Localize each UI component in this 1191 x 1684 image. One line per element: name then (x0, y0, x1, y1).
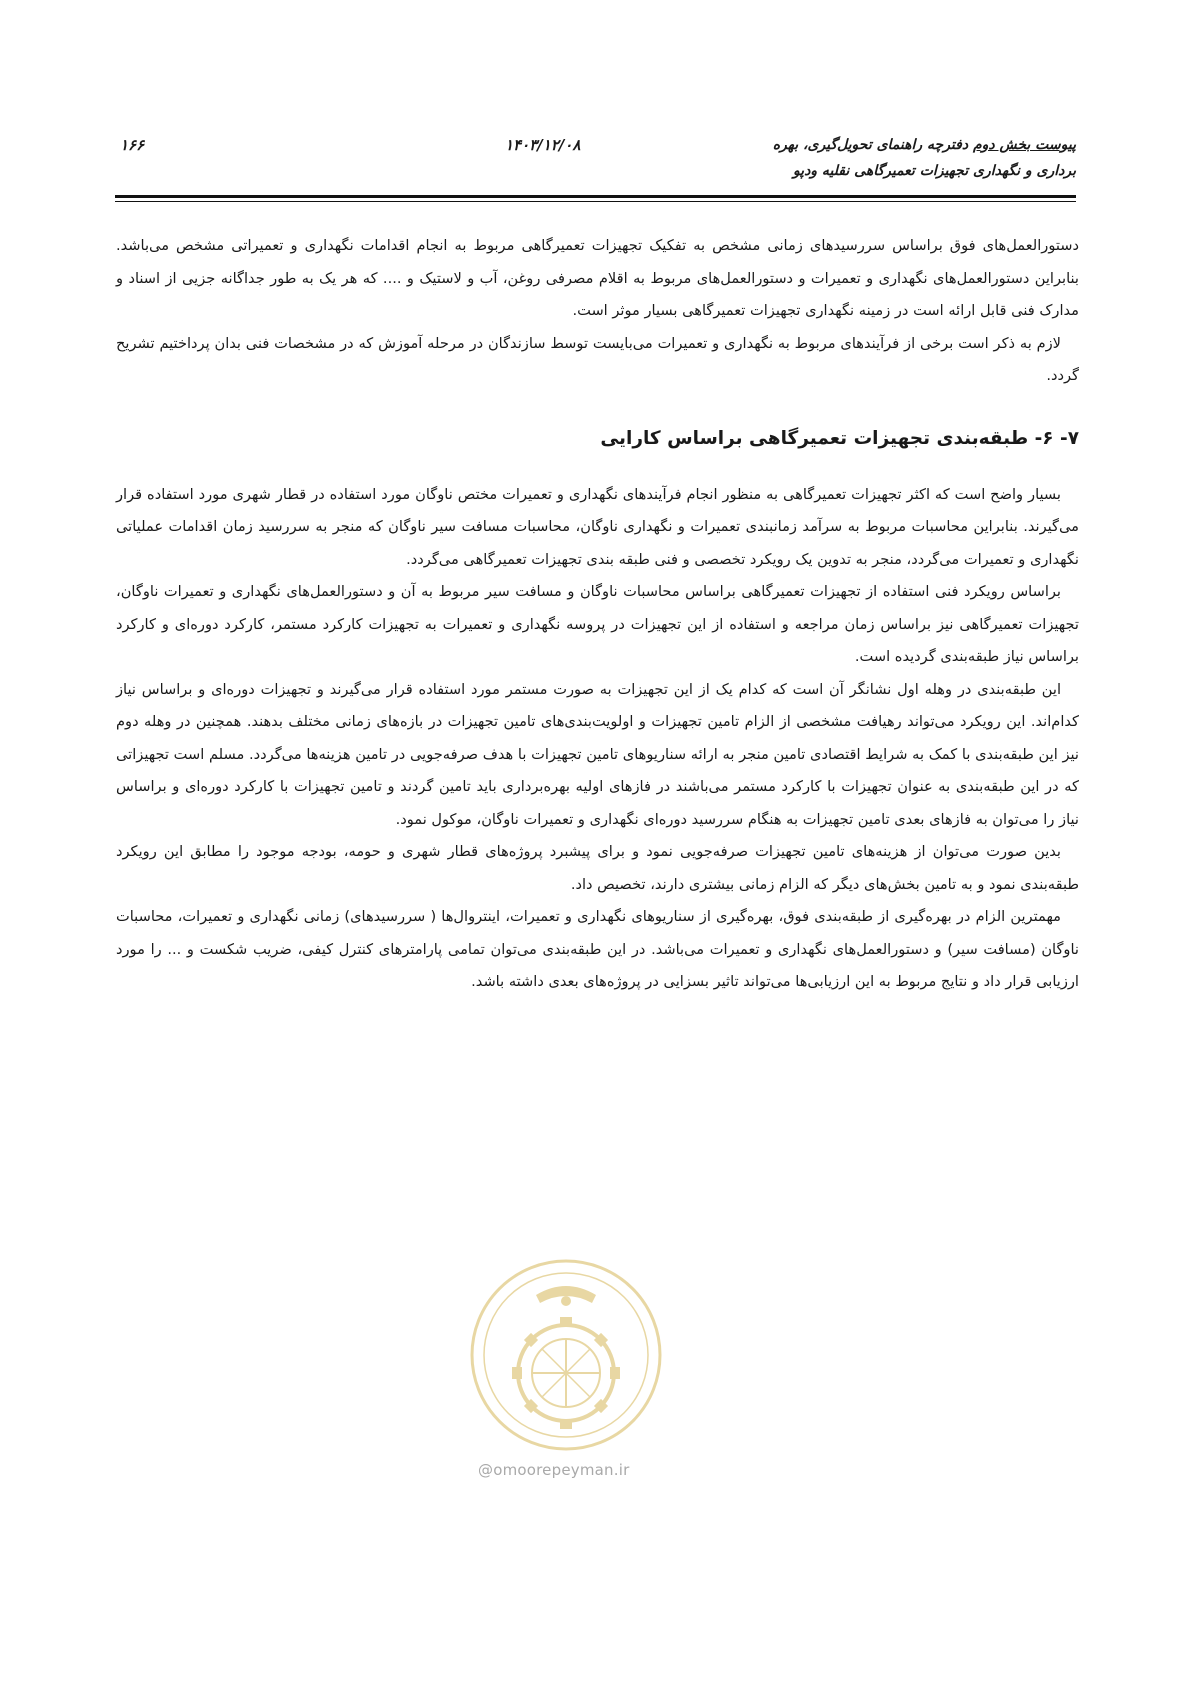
paragraph: دستورالعمل‌های فوق براساس سررسیدهای زمانی مشخص به تفکیک تجهیزات تعمیرگاهی مربوط به انجام اقدامات نگهداری و تعمیراتی مشخص می‌باشد. بنابراین دستورالعمل‌های نگهداری و تعمیرات و دستورالعمل‌های مربوط به اقلام مصرفی روغن، آب و لاستیک و .... که هر یک به طور جداگانه جزیی از اسناد و مدارک فنی قابل ارائه است در زمینه نگهداری تجهیزات تعمیرگاهی بسیار موثر است. (116, 237, 1079, 319)
page-header (120, 132, 1076, 188)
header-title-line2: برداری و نگهداری تجهیزات تعمیرگاهی نقلیه ودپو (792, 163, 1076, 179)
header-rule-thick (115, 195, 1076, 198)
paragraph: مهمترین الزام در بهره‌گیری از طبقه‌بندی فوق، بهره‌گیری از سناریوهای نگهداری و تعمیرات، اینتروال‌ها ( سررسیدهای) زمانی نگهداری و تعمیرات، محاسبات ناوگان (مسافت سیر) و دستورالعمل‌های نگهداری و تعمیرات می‌باشد. در این طبقه‌بندی می‌توان تمامی پارامترهای کنترل کیفی، ضریب شکست و ... را مورد ارزیابی قرار داد و نتایج مربوط به این ارزیابی‌ها می‌تواند تاثیر بسزایی در پروژه‌های بعدی داشته باشد. (116, 908, 1079, 990)
watermark-url: @omoorepeyman.ir (478, 1461, 630, 1479)
section-heading: ۷- ۶- طبقه‌بندی تجهیزات تعمیرگاهی براساس کارایی (600, 427, 1079, 449)
watermark-seal-icon (466, 1255, 666, 1455)
header-title (773, 132, 1076, 184)
paragraph: این طبقه‌بندی در وهله اول نشانگر آن است که کدام یک از این تجهیزات به صورت مستمر مورد استفاده قرار می‌گیرند و تجهیزات دوره‌ای و براساس نیاز کدام‌اند. این رویکرد می‌تواند رهیافت مشخصی از الزام تامین تجهیزات و اولویت‌بندی‌های تامین تجهیزات در بازه‌های زمانی مختلف بدهند. همچنین در وهله دوم نیز این طبقه‌بندی با کمک به شرایط اقتصادی تامین منجر به ارائه سناریوهای تامین تجهیزات با هدف صرفه‌جویی در تامین هزینه‌ها می‌گردد. مسلم است تجهیزاتی که در این طبقه‌بندی به عنوان تجهیزات با کارکرد مستمر می‌باشند در فازهای اولیه بهره‌برداری باید تامین گردند و تامین تجهیزات با کارکرد دوره‌ای و براساس نیاز را می‌توان به فازهای بعدی تامین تجهیزات به هنگام سررسید دوره‌ای نگهداری و تعمیرات ناوگان، موکول نمود. (116, 680, 1079, 828)
paragraph: براساس رویکرد فنی استفاده از تجهیزات تعمیرگاهی براساس محاسبات ناوگان و مسافت سیر مربوط به آن و دستورالعمل‌های نگهداری و تعمیرات ناوگان، تجهیزات تعمیرگاهی نیز براساس زمان مراجعه و استفاده از این تجهیزات در پروسه نگهداری و تعمیرات به تجهیزات کارکرد مستمر، کارکرد دوره‌ای و کارکرد براساس نیاز طبقه‌بندی گردیده است. (116, 583, 1079, 665)
page-number: ۱۶۶ (120, 136, 145, 154)
paragraph: بسیار واضح است که اکثر تجهیزات تعمیرگاهی به منظور انجام فرآیندهای نگهداری و تعمیرات مختص ناوگان مورد استفاده در قطار شهری مورد استفاده قرار می‌گیرند. بنابراین محاسبات مربوط به سرآمد زمانبندی تعمیرات و نگهداری ناوگان، محاسبات مسافت سیر ناوگان که منجر به سررسید زمان اقدامات عملیاتی نگهداری و تعمیرات می‌گردد، منجر به تدوین یک رویکرد تخصصی و فنی طبقه بندی تجهیزات تعمیرگاهی می‌گردد. (116, 485, 1079, 568)
page-body (116, 230, 1079, 999)
header-title-rest: دفترچه راهنمای تحویل‌گیری، بهره (772, 137, 973, 153)
header-date: ۱۴۰۳/۱۲/۰۸ (505, 136, 581, 154)
header-rule-thin (115, 201, 1076, 202)
paragraph: لازم به ذکر است برخی از فرآیندهای مربوط به نگهداری و تعمیرات می‌بایست توسط سازندگان در مرحله آموزش که در مشخصات فنی بدان پرداختیم تشریح گردد. (116, 334, 1079, 384)
header-title-part: پیوست بخش دوم (972, 137, 1076, 153)
paragraph: بدین صورت می‌توان از هزینه‌های تامین تجهیزات صرفه‌جویی نمود و برای پیشبرد پروژه‌های قطار شهری و حومه، بودجه موجود را مطابق این رویکرد طبقه‌بندی نمود و به تامین بخش‌های دیگر که الزام زمانی بیشتری دارند، تخصیص داد. (116, 843, 1079, 893)
